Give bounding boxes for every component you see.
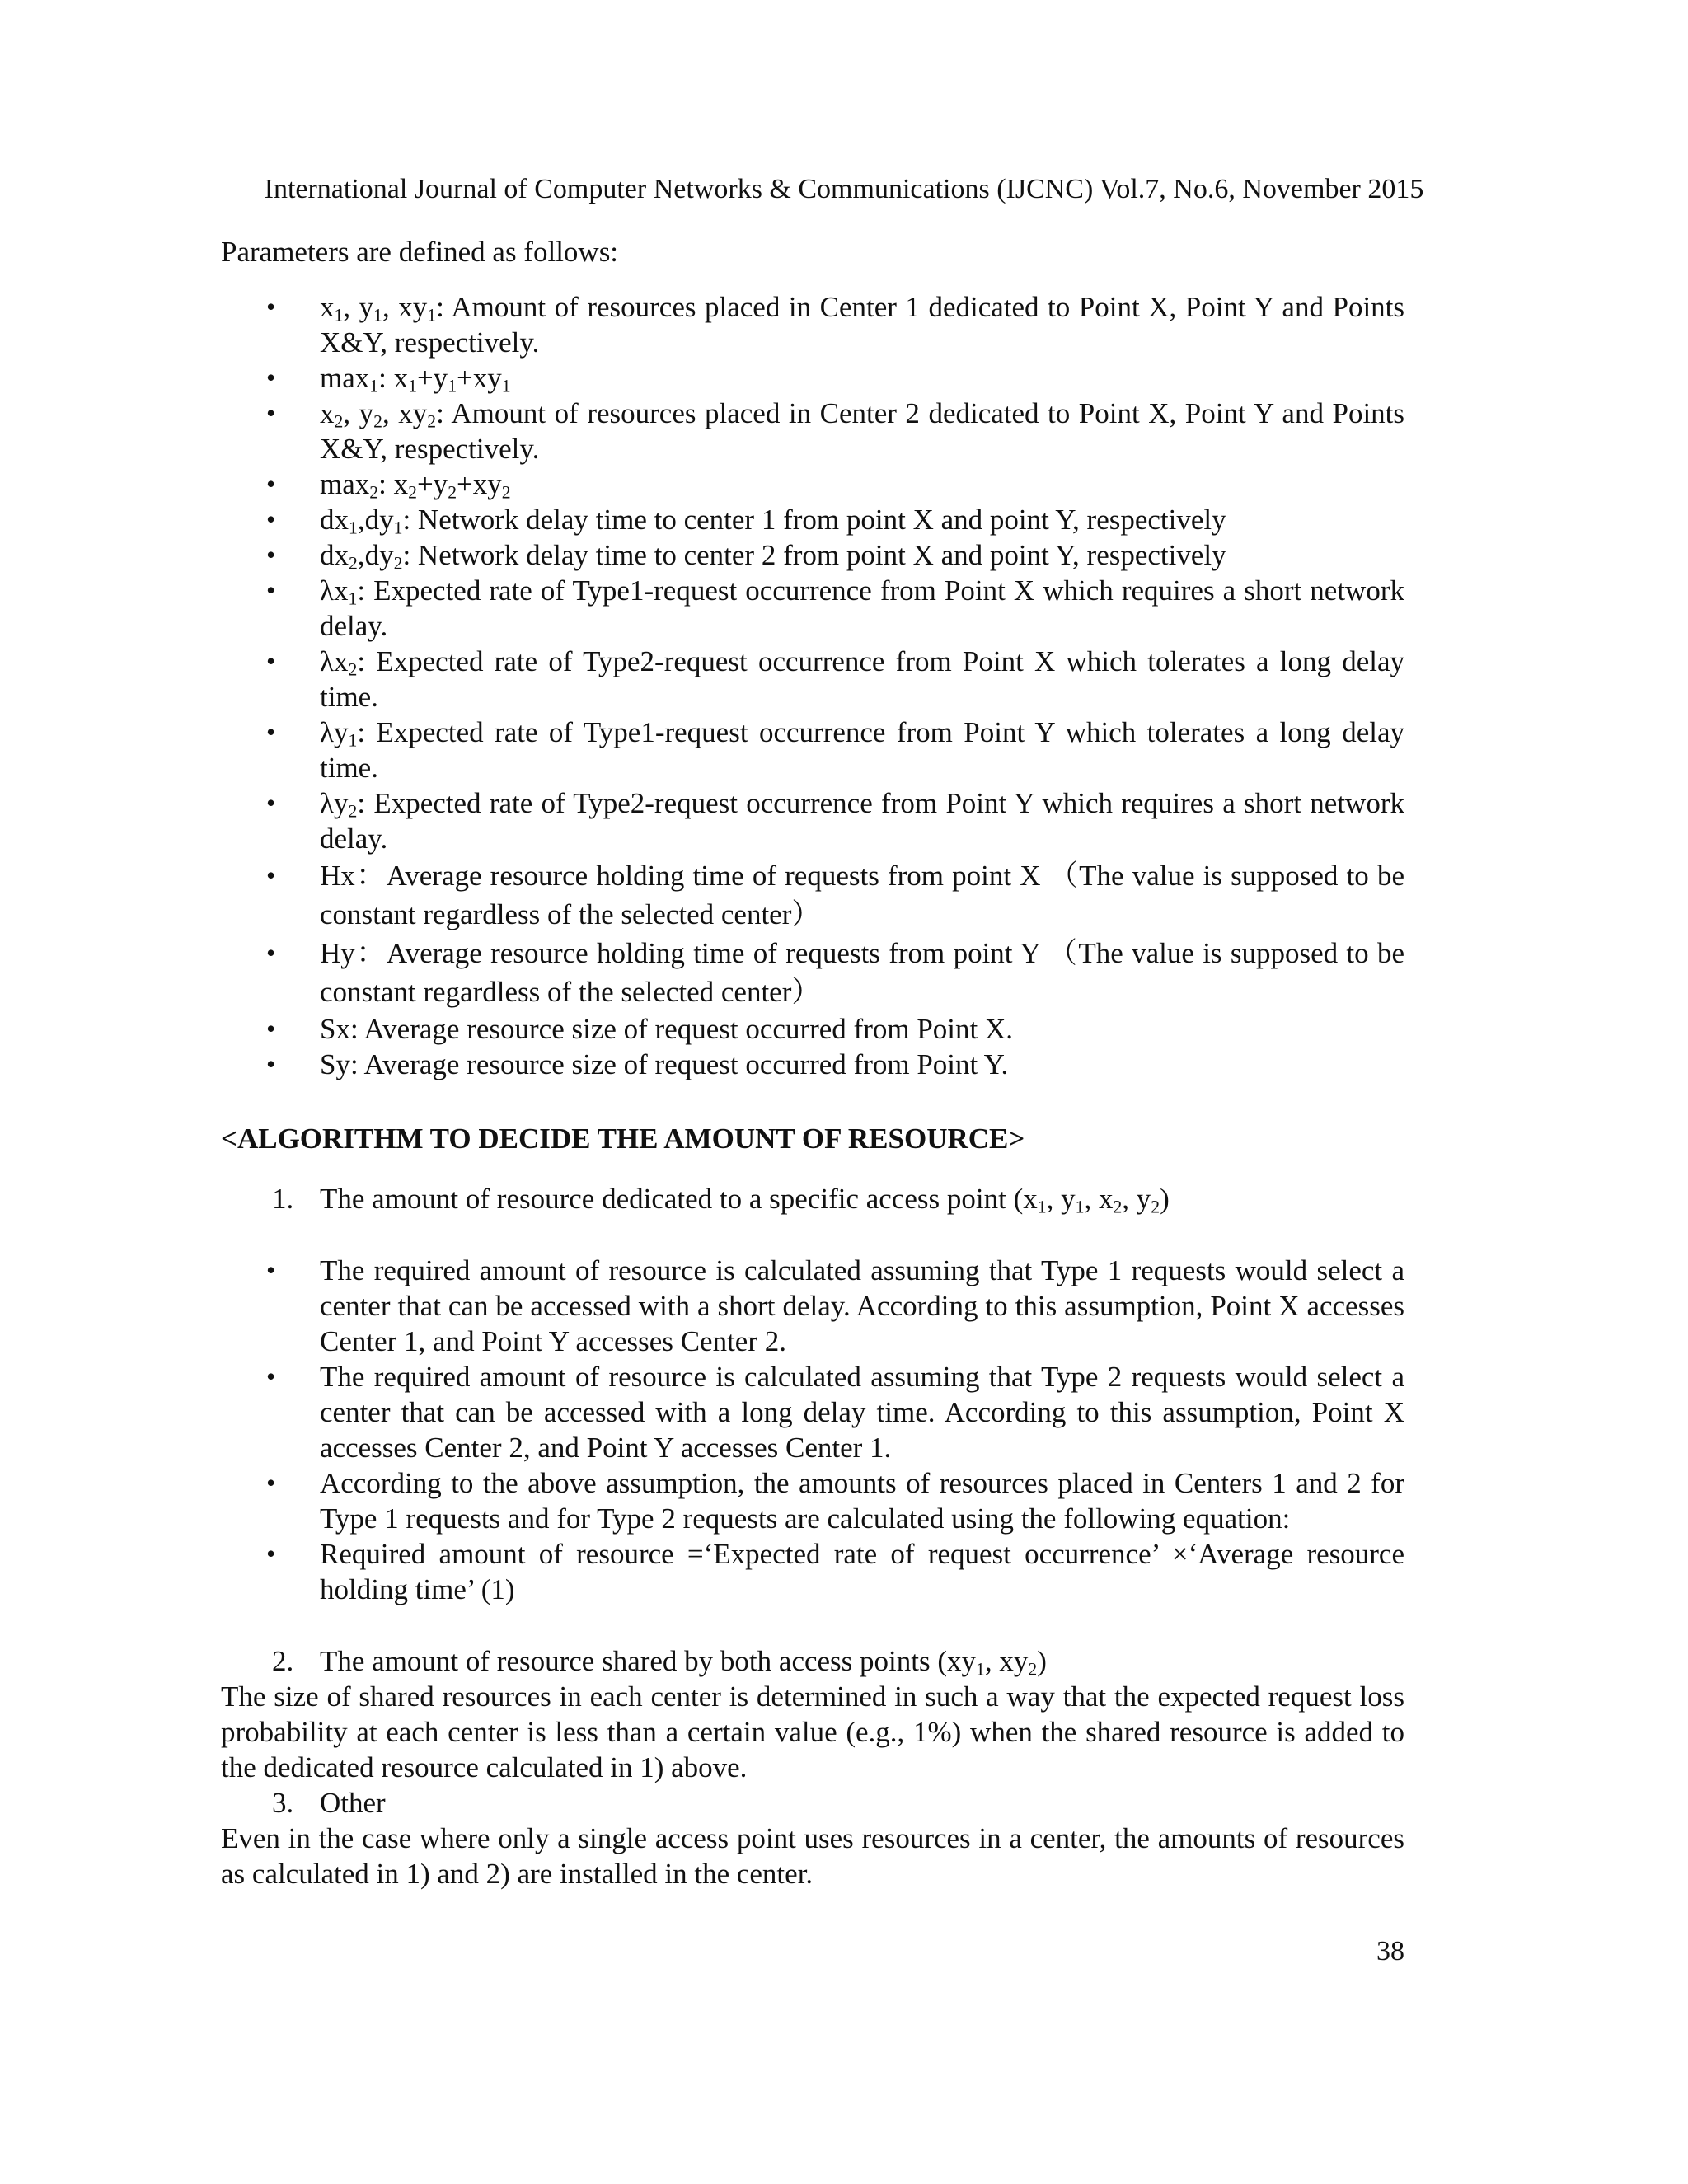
parameter-item: • Hx：Average resource holding time of requests from point X （The value is supposed to be constant regardless of the selected center） <box>221 856 1404 934</box>
algorithm-step-3: 3. Other <box>272 1787 386 1819</box>
parameter-item: • $dx_1,dy_1$: Network delay time to center 1 from point X and point Y, respectively <box>221 502 1404 537</box>
parameter-item: • Sx: Average resource size of request occurred from Point X. <box>221 1011 1404 1047</box>
list-item: • According to the above assumption, the amounts of resources placed in Centers 1 and 2 for Type 1 requests and for Type 2 requests are calculated using the following equation: <box>221 1465 1404 1536</box>
parameters-intro: Parameters are defined as follows: <box>221 236 619 268</box>
parameter-item: • $\lambda y_1$: Expected rate of Type1-request occurrence from Point Y which tolerates a long delay time. <box>221 715 1404 785</box>
page-body <box>221 234 1404 1891</box>
parameter-item: • $\max_1$: $x_1+y_1+xy_1$ <box>221 360 1404 396</box>
running-header: International Journal of Computer Networks & Communications (IJCNC) Vol.7, No.6, November 2015 <box>264 174 1424 204</box>
parameter-item: • $\lambda x_2$: Expected rate of Type2-request occurrence from Point X which tolerates a long delay time. <box>221 644 1404 715</box>
step-1-bullet-list <box>221 1253 1404 1607</box>
list-item: • The required amount of resource is calculated assuming that Type 1 requests would select a center that can be accessed with a short delay. According to this assumption, Point X accesses Center 1, and Point Y accesses Center 2. <box>221 1253 1404 1359</box>
parameter-item: • $\max_2$: $x_2+y_2+xy_2$ <box>221 466 1404 502</box>
parameter-item: • $dx_2,dy_2$: Network delay time to center 2 from point X and point Y, respectively <box>221 537 1404 573</box>
parameter-item: • $\lambda y_2$: Expected rate of Type2-request occurrence from Point Y which requires a short network delay. <box>221 785 1404 856</box>
paragraph: The size of shared resources in each center is determined in such a way that the expected request loss probability at each center is less than a certain value (e.g., 1%) when the shared resource is added to the dedicated resource calculated in 1) above. <box>221 1680 1404 1783</box>
step-number: 1. <box>272 1183 294 1215</box>
step-number: 3. <box>272 1787 294 1819</box>
list-item: • The required amount of resource is calculated assuming that Type 2 requests would select a center that can be accessed with a long delay time. According to this assumption, Point X accesses Center 2, and Point Y accesses Center 1. <box>221 1359 1404 1465</box>
list-item: • Required amount of resource =‘Expected rate of request occurrence’ ×‘Average resource holding time’ (1) <box>221 1536 1404 1607</box>
algorithm-step-1: 1. The amount of resource dedicated to a specific access point ($x_1$, $y_1$, $x_2$, $y_2$) <box>272 1183 1170 1217</box>
page-number: 38 <box>1376 1936 1404 1966</box>
parameter-item: • Sy: Average resource size of request occurred from Point Y. <box>221 1047 1404 1082</box>
parameter-item: • $\lambda x_1$: Expected rate of Type1-request occurrence from Point X which requires a short network delay. <box>221 573 1404 644</box>
parameter-item: • Hy：Average resource holding time of requests from point Y （The value is supposed to be constant regardless of the selected center） <box>221 934 1404 1011</box>
algorithm-step-2: 2. The amount of resource shared by both access points ($xy_1$, $xy_2$) <box>272 1645 1047 1680</box>
step-number: 2. <box>272 1645 294 1677</box>
parameter-item: • $x_2$, $y_2$, $xy_2$: Amount of resources placed in Center 2 dedicated to Point X, Point Y and Points X&Y, respectively. <box>221 396 1404 466</box>
paragraph: Even in the case where only a single access point uses resources in a center, the amounts of resources as calculated in 1) and 2) are installed in the center. <box>221 1822 1404 1890</box>
parameter-list <box>221 289 1404 1082</box>
section-heading: <ALGORITHM TO DECIDE THE AMOUNT OF RESOURCE> <box>221 1122 1025 1155</box>
parameter-item: • $x_1$, $y_1$, $xy_1$: Amount of resources placed in Center 1 dedicated to Point X, Point Y and Points X&Y, respectively. <box>221 289 1404 360</box>
